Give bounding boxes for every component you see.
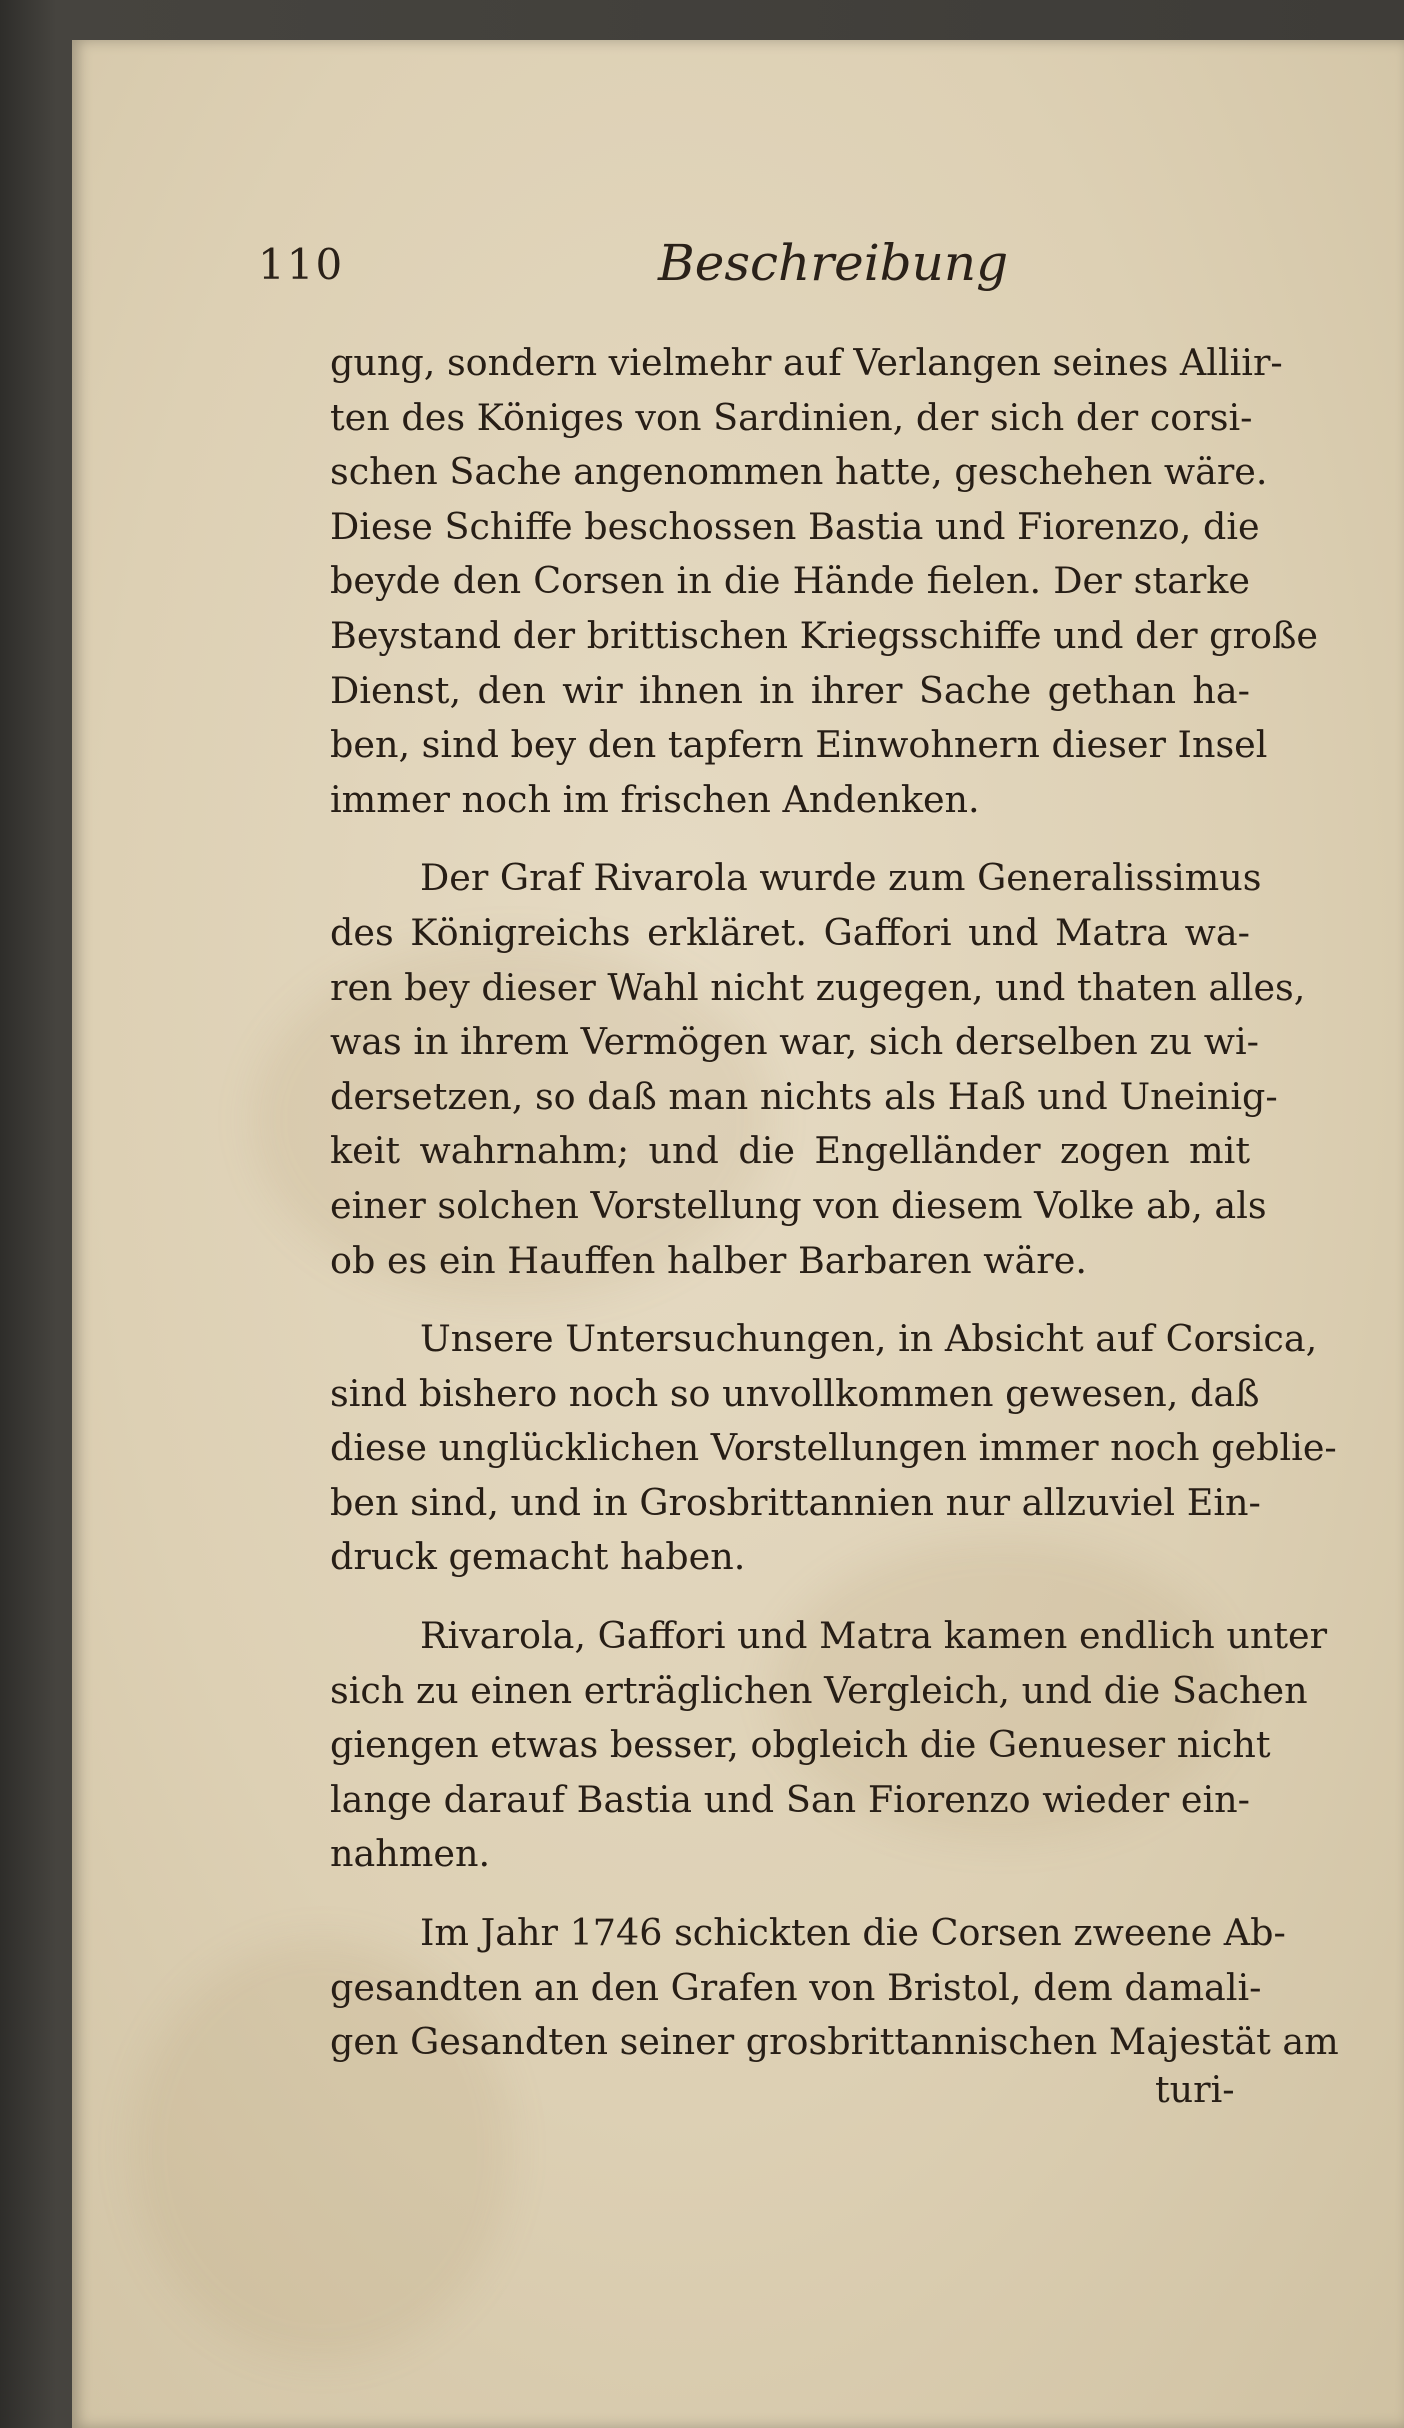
text-line: Der Graf Rivarola wurde zum Generalissimus: [420, 856, 1262, 900]
text-line: giengen etwas besser, obgleich die Genueser nicht: [330, 1723, 1271, 1767]
text-line: nahmen.: [330, 1832, 491, 1876]
text-line: ben sind, und in Grosbrittannien nur allzuviel Ein-: [330, 1480, 1261, 1524]
text-line: einer solchen Vorstellung von diesem Volke ab, als: [330, 1183, 1267, 1227]
text-line: beyde den Corsen in die Hände fielen. Der starke: [330, 559, 1250, 603]
running-title: Beschreibung: [658, 234, 1009, 292]
text-line: ob es ein Hauffen halber Barbaren wäre.: [330, 1238, 1087, 1282]
text-line: keit wahrnahm; und die Engelländer zogen mit: [330, 1129, 1250, 1173]
text-line: Beystand der brittischen Kriegsschiffe und der große: [330, 613, 1318, 657]
text-line: Diese Schiffe beschossen Bastia und Fiorenzo, die: [330, 504, 1260, 548]
text-line: lange darauf Bastia und San Fiorenzo wieder ein-: [330, 1777, 1250, 1821]
text-line: ten des Königes von Sardinien, der sich der corsi-: [330, 395, 1253, 439]
page-number: 110: [258, 240, 345, 289]
text-line: schen Sache angenommen hatte, geschehen wäre.: [330, 450, 1268, 494]
text-line: ren bey dieser Wahl nicht zugegen, und thaten alles,: [330, 965, 1306, 1009]
text-line: des Königreichs erkläret. Gaffori und Matra wa-: [330, 910, 1250, 954]
text-line: Rivarola, Gaffori und Matra kamen endlich unter: [420, 1614, 1328, 1658]
page-header: [258, 218, 1009, 298]
catchword: turi-: [1155, 2068, 1235, 2111]
text-line: dersetzen, so daß man nichts als Haß und Uneinig-: [330, 1074, 1278, 1118]
text-line: sind bishero noch so unvollkommen gewesen, daß: [330, 1371, 1260, 1415]
paragraph-3: [330, 1312, 1337, 1585]
text-line: Im Jahr 1746 schickten die Corsen zweene Ab-: [420, 1911, 1286, 1955]
text-line: druck gemacht haben.: [330, 1535, 746, 1579]
text-line: gesandten an den Grafen von Bristol, dem damali-: [330, 1965, 1262, 2009]
text-line: sich zu einen erträglichen Vergleich, und die Sachen: [330, 1668, 1308, 1712]
paragraph-4: [330, 1609, 1328, 1882]
text-line: diese unglücklichen Vorstellungen immer noch geblie-: [330, 1426, 1337, 1470]
text-line: ben, sind bey den tapfern Einwohnern dieser Insel: [330, 723, 1268, 767]
paragraph-1: [330, 336, 1318, 827]
text-line: Unsere Untersuchungen, in Absicht auf Corsica,: [420, 1317, 1318, 1361]
body-text: [330, 336, 1339, 2070]
text-line: gung, sondern vielmehr auf Verlangen seines Alliir-: [330, 341, 1283, 384]
text-line: Dienst, den wir ihnen in ihrer Sache gethan ha-: [330, 668, 1250, 712]
text-line: was in ihrem Vermögen war, sich derselben zu wi-: [330, 1020, 1259, 1064]
text-line: immer noch im frischen Andenken.: [330, 777, 980, 821]
paragraph-2: [330, 851, 1306, 1288]
text-line: gen Gesandten seiner grosbrittannischen Majestät am: [330, 2020, 1339, 2064]
paragraph-5: [330, 1906, 1339, 2070]
